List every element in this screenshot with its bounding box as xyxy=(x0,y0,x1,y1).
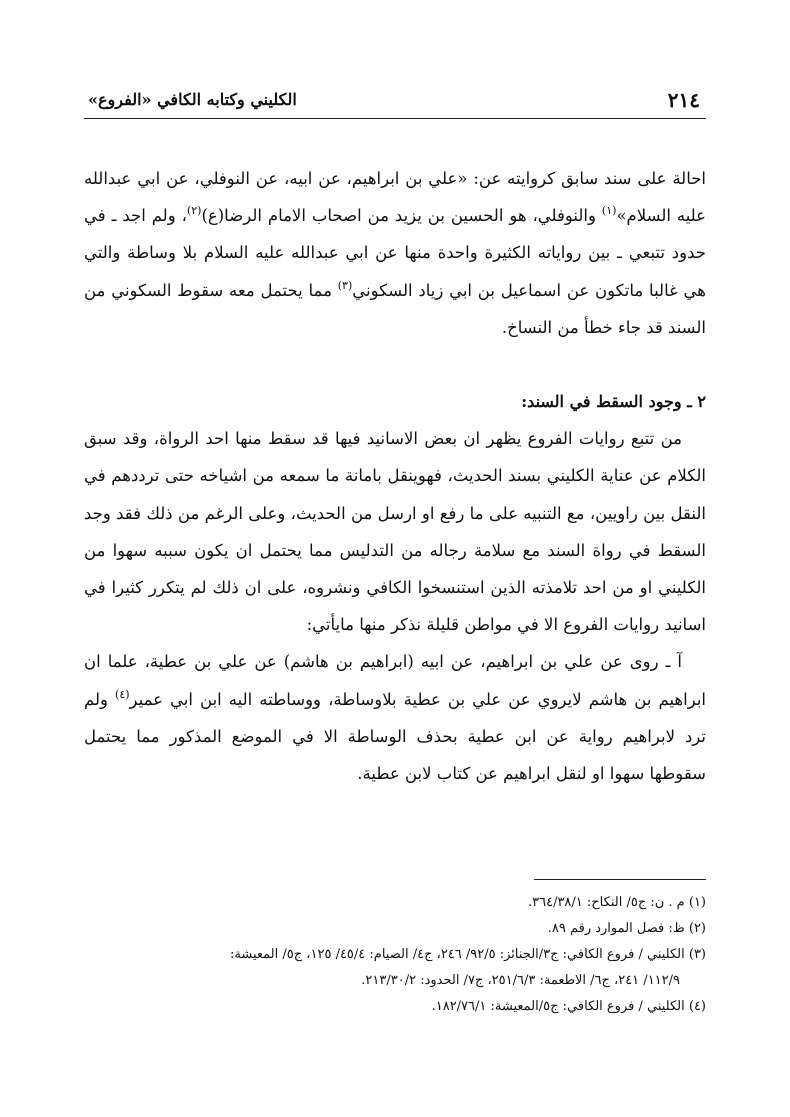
footnote-3-continued: ١١٢/٩/ ٢٤١، ج٦/ الاطعمة: ٢٥١/٦/٣، ج٧/ الحدود: ٢١٣/٣٠/٢. xyxy=(361,973,680,988)
footnotes xyxy=(84,890,706,1020)
main-text xyxy=(84,160,706,792)
footnote-3: (٣) الكليني / فروع الكافي: ج٣/الجنائز: ٩٢/٥/ ٢٤٦، ج٤/ الصيام: ٤٥/٤/ ١٢٥، ج٥/ المعيشة: xyxy=(230,947,706,962)
page-header xyxy=(84,86,706,119)
paragraph-2: من تتبع روايات الفروع يظهر ان بعض الاسانيد فيها قد سقط منها احد الرواة، وقد سبق الكلام عن عناية الكليني بسند الحديث، فهوينقل بامانة ما سمعه من اشياخه حتى ترددهم في النقل بين راويين، مع التنبيه على ما رفع او ارسل من الحديث، وعلى الرغم من ذلك فقد وجد السقط في رواة السند مع سلامة رجاله من التدليس مما يحتمل ان يكون سببه سهوا من الكليني او من احد تلامذته الذين استنسخوا الكافي ونشروه، على ان ذلك لم يتكرر كثيرا في اسانيد روايات الفروع الا في مواطن قليلة نذكر منها مايأتي: xyxy=(84,429,706,635)
footnote-1: (١) م . ن: ج٥/ النكاح: ٣٦٤/٣٨/١. xyxy=(527,895,706,910)
footnote-ref-3[interactable]: (٣) xyxy=(337,278,353,292)
paragraph-1: احالة على سند سابق كروايته عن: «علي بن ابراهيم، عن ابيه، عن النوفلي، عن ابي عبدالله عليه السلام»$^{(١)}$ والنوفلي، هو الحسين بن يزيد من اصحاب الامام الرضا(ع)$^{(٢)}$، ولم اجد ـ في حدود تتبعي ـ بين رواياته الكثيرة واحدة منها عن ابي عبدالله عليه السلام بلا وساطة والتي هي غالبا ماتكون عن اسماعيل بن ابي زياد السكوني$^{(٣)}$ مما يحتمل معه سقوط السكوني من السند قد جاء خطأ من النساخ. xyxy=(84,169,706,337)
section-heading: ٢ ـ وجود السقط في السند: xyxy=(521,392,706,412)
footnote-separator xyxy=(534,879,706,880)
running-title: الكليني وكتابه الكافي «الفروع» xyxy=(88,90,297,109)
paragraph-3: آ ـ روى عن علي بن ابراهيم، عن ابيه (ابراهيم بن هاشم) عن علي بن عطية، علما ان ابراهيم بن هاشم لايروي عن علي بن عطية بلاوساطة، ووساطته اليه ابن ابي عمير$^{(٤)}$ ولم ترد لابراهيم رواية عن ابن عطية بحذف الوساطة الا في الموضع المذكور مما يحتمل سقوطها سهوا او لنقل ابراهيم عن كتاب لابن عطية. xyxy=(84,652,706,784)
footnote-2: (٢) ظ: فصل الموارد رقم ٨٩. xyxy=(547,921,706,936)
page-number: ٢١٤ xyxy=(667,88,700,112)
footnote-ref-1[interactable]: (١) xyxy=(601,204,617,218)
footnote-ref-2[interactable]: (٢) xyxy=(186,204,202,218)
footnote-4: (٤) الكليني / فروع الكافي: ج٥/المعيشة: ١٨٢/٧٦/١. xyxy=(431,999,706,1014)
footnote-ref-4[interactable]: (٤) xyxy=(115,687,130,701)
